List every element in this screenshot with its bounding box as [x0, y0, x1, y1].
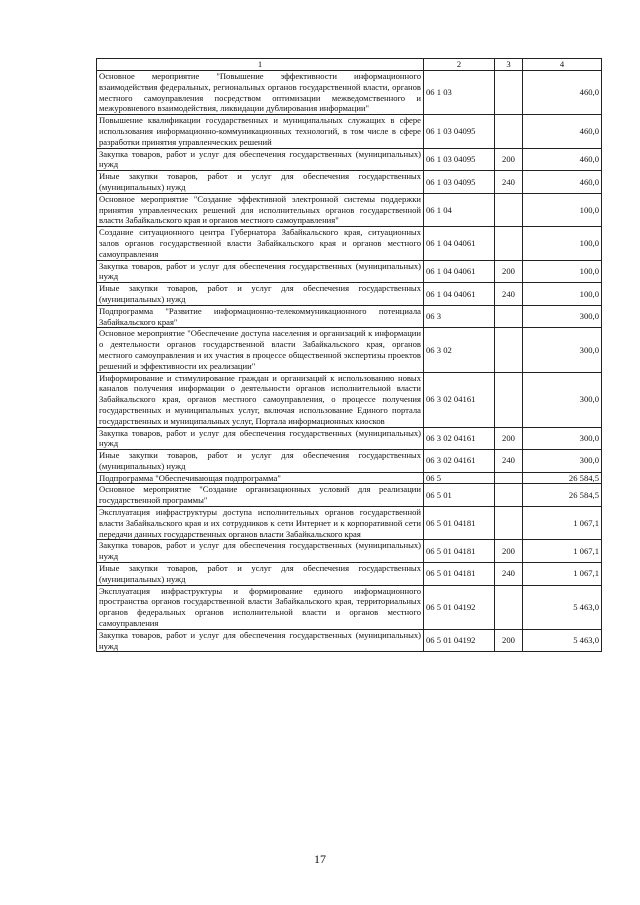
page-number: 17: [314, 852, 326, 866]
amount-cell: 300,0: [523, 328, 602, 372]
expense-type-cell: [495, 115, 523, 148]
table-row: [97, 193, 602, 226]
table-row: [97, 540, 602, 563]
target-article-code-cell: 06 3: [424, 305, 495, 328]
expense-type-cell: [495, 328, 523, 372]
table-row: [97, 115, 602, 148]
amount-cell: 100,0: [523, 283, 602, 306]
amount-cell: 1 067,1: [523, 540, 602, 563]
target-article-code-cell: 06 1 04: [424, 193, 495, 226]
target-article-code-cell: 06 5 01 04192: [424, 629, 495, 652]
budget-table: [96, 58, 602, 652]
expense-name-cell: Иные закупки товаров, работ и услуг для обеспечения государственных (муниципальных) нужд: [97, 283, 424, 306]
table-row: [97, 629, 602, 652]
target-article-code-cell: 06 5 01: [424, 484, 495, 507]
expense-type-cell: 200: [495, 540, 523, 563]
expense-name-cell: Основное мероприятие "Создание организационных условий для реализации государственной программы": [97, 484, 424, 507]
target-article-code-cell: 06 1 03 04095: [424, 148, 495, 171]
table-row: [97, 427, 602, 450]
target-article-code-cell: 06 3 02: [424, 328, 495, 372]
amount-cell: 300,0: [523, 305, 602, 328]
table-row: [97, 472, 602, 484]
expense-name-cell: Закупка товаров, работ и услуг для обеспечения государственных (муниципальных) нужд: [97, 540, 424, 563]
amount-cell: 460,0: [523, 115, 602, 148]
target-article-code-cell: 06 1 04 04061: [424, 283, 495, 306]
header-col-3: 3: [495, 59, 523, 71]
expense-name-cell: Закупка товаров, работ и услуг для обеспечения государственных (муниципальных) нужд: [97, 629, 424, 652]
table-row: [97, 585, 602, 629]
expense-type-cell: [495, 71, 523, 115]
target-article-code-cell: 06 5: [424, 472, 495, 484]
expense-type-cell: 200: [495, 629, 523, 652]
expense-name-cell: Информирование и стимулирование граждан и организаций к использованию новых каналов получения информации о деятельности органов исполнительной власти Забайкальского края, органов местного самоуправления, о процессе получения государственных и муниципальных услуг, включая использование Единого портала государственных и муниципальных услуг, Портала информационных киосков: [97, 372, 424, 427]
header-col-2: 2: [424, 59, 495, 71]
amount-cell: 1 067,1: [523, 507, 602, 540]
target-article-code-cell: 06 1 03 04095: [424, 171, 495, 194]
expense-type-cell: [495, 193, 523, 226]
table-row: [97, 260, 602, 283]
amount-cell: 100,0: [523, 260, 602, 283]
target-article-code-cell: 06 1 03 04095: [424, 115, 495, 148]
expense-type-cell: 200: [495, 260, 523, 283]
table-row: [97, 450, 602, 473]
expense-type-cell: [495, 507, 523, 540]
target-article-code-cell: 06 5 01 04181: [424, 507, 495, 540]
amount-cell: 300,0: [523, 372, 602, 427]
amount-cell: 300,0: [523, 450, 602, 473]
table-header-row: [97, 59, 602, 71]
table-row: [97, 148, 602, 171]
table-row: [97, 305, 602, 328]
target-article-code-cell: 06 5 01 04181: [424, 563, 495, 586]
table-row: [97, 563, 602, 586]
amount-cell: 5 463,0: [523, 629, 602, 652]
expense-name-cell: Подпрограмма "Развитие информационно-телекоммуникационного потенциала Забайкальского края": [97, 305, 424, 328]
expense-type-cell: [495, 372, 523, 427]
expense-name-cell: Подпрограмма "Обеспечивающая подпрограмма": [97, 472, 424, 484]
expense-name-cell: Эксплуатация инфраструктуры доступа исполнительных органов государственной власти Забайкальского края и их сотрудников к сети Интернет и к корпоративной сети передачи данных государственных органов власти Забайкальского края: [97, 507, 424, 540]
expense-type-cell: 200: [495, 427, 523, 450]
table-row: [97, 71, 602, 115]
table-row: [97, 507, 602, 540]
target-article-code-cell: 06 1 04 04061: [424, 260, 495, 283]
expense-name-cell: Основное мероприятие "Обеспечение доступа населения и организаций к информации о деятельности органов государственной власти Забайкальского края, органов местного самоуправления и их участия в процессе общественной экспертизы проектов решений и эффективности их реализации": [97, 328, 424, 372]
amount-cell: 26 584,5: [523, 484, 602, 507]
amount-cell: 1 067,1: [523, 563, 602, 586]
expense-name-cell: Основное мероприятие "Повышение эффективности информационного взаимодействия федеральных, региональных органов государственной власти, органов местного самоуправления посредством оптимизации межведомственного и межуровневого взаимодействия, ликвидации дублирования информации": [97, 71, 424, 115]
expense-name-cell: Закупка товаров, работ и услуг для обеспечения государственных (муниципальных) нужд: [97, 427, 424, 450]
target-article-code-cell: 06 1 03: [424, 71, 495, 115]
expense-name-cell: Иные закупки товаров, работ и услуг для обеспечения государственных (муниципальных) нужд: [97, 450, 424, 473]
target-article-code-cell: 06 3 02 04161: [424, 450, 495, 473]
expense-type-cell: [495, 484, 523, 507]
target-article-code-cell: 06 5 01 04192: [424, 585, 495, 629]
target-article-code-cell: 06 5 01 04181: [424, 540, 495, 563]
table-row: [97, 171, 602, 194]
expense-type-cell: [495, 305, 523, 328]
expense-type-cell: 200: [495, 148, 523, 171]
expense-type-cell: [495, 227, 523, 260]
amount-cell: 300,0: [523, 427, 602, 450]
expense-name-cell: Иные закупки товаров, работ и услуг для обеспечения государственных (муниципальных) нужд: [97, 563, 424, 586]
expense-name-cell: Повышение квалификации государственных и муниципальных служащих в сфере использования информационно-коммуникационных технологий, в том числе в сфере разработки принятия управленческих решений: [97, 115, 424, 148]
table-row: [97, 283, 602, 306]
amount-cell: 460,0: [523, 71, 602, 115]
document-page: [96, 58, 601, 652]
target-article-code-cell: 06 3 02 04161: [424, 427, 495, 450]
expense-name-cell: Иные закупки товаров, работ и услуг для обеспечения государственных (муниципальных) нужд: [97, 171, 424, 194]
header-col-4: 4: [523, 59, 602, 71]
expense-name-cell: Закупка товаров, работ и услуг для обеспечения государственных (муниципальных) нужд: [97, 260, 424, 283]
amount-cell: 100,0: [523, 193, 602, 226]
expense-name-cell: Основное мероприятие "Создание эффективной электронной системы поддержки принятия управленческих решений для исполнительных органов государственной власти Забайкальского края и органов местного самоуправления": [97, 193, 424, 226]
expense-type-cell: [495, 585, 523, 629]
header-col-1: 1: [97, 59, 424, 71]
table-row: [97, 328, 602, 372]
amount-cell: 5 463,0: [523, 585, 602, 629]
table-row: [97, 227, 602, 260]
expense-name-cell: Закупка товаров, работ и услуг для обеспечения государственных (муниципальных) нужд: [97, 148, 424, 171]
target-article-code-cell: 06 1 04 04061: [424, 227, 495, 260]
table-row: [97, 372, 602, 427]
expense-type-cell: 240: [495, 171, 523, 194]
expense-type-cell: 240: [495, 283, 523, 306]
amount-cell: 460,0: [523, 171, 602, 194]
amount-cell: 100,0: [523, 227, 602, 260]
expense-type-cell: 240: [495, 563, 523, 586]
expense-type-cell: 240: [495, 450, 523, 473]
amount-cell: 26 584,5: [523, 472, 602, 484]
target-article-code-cell: 06 3 02 04161: [424, 372, 495, 427]
expense-type-cell: [495, 472, 523, 484]
expense-name-cell: Эксплуатация инфраструктуры и формирование единого информационного пространства органов государственной власти Забайкальского края, территориальных органов федеральных органов исполнительной власти и органов местного самоуправления: [97, 585, 424, 629]
table-row: [97, 484, 602, 507]
expense-name-cell: Создание ситуационного центра Губернатора Забайкальского края, ситуационных залов органов государственной власти Забайкальского края и органов местного самоуправления: [97, 227, 424, 260]
amount-cell: 460,0: [523, 148, 602, 171]
